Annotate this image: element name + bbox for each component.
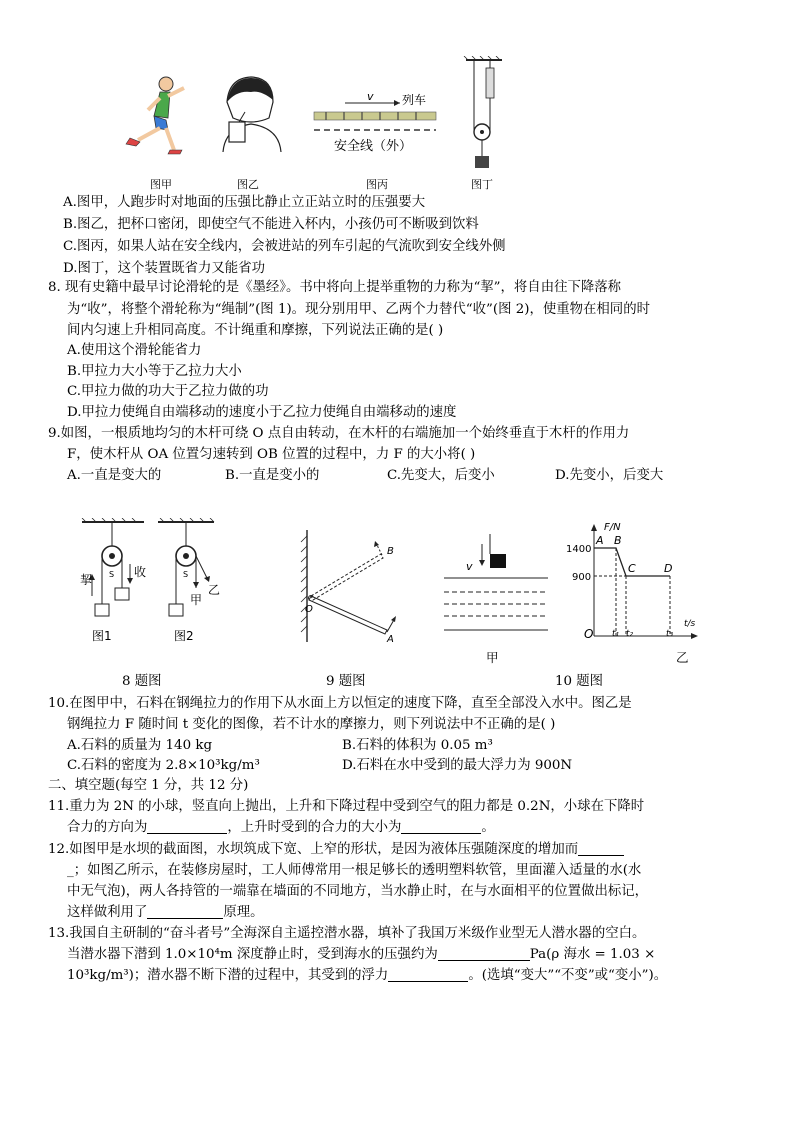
q10-option-d: D.石料在水中受到的最大浮力为 900N — [342, 758, 573, 773]
fig8-caption-1: 图1 — [92, 629, 112, 643]
q8-stem-line2: 为“收”，将整个滑轮称为“绳制”(图 1)。现分别用甲、乙两个力替代“收”(图 2)，使重物在相同的时 — [67, 302, 650, 317]
figure-child-drinking — [215, 72, 290, 154]
q10-option-c: C.石料的密度为 2.8×10³kg/m³ — [67, 758, 260, 773]
figure-9-lever — [295, 530, 410, 645]
q13-stem-line1: 13.我国自主研制的“奋斗者号”全海深自主遥控潜水器，填补了我国万米级作业型无人潜水器的空白。 — [48, 926, 646, 941]
q13-text-l2a: 当潜水器下潜到 1.0×10⁴m 深度静止时，受到海水的压强约为 — [67, 947, 438, 962]
fig10-t1: t₁ — [612, 629, 620, 639]
fig8-jia-label: 甲 — [190, 593, 203, 607]
q12-blank-1[interactable] — [578, 841, 624, 856]
fig10-point-b: B — [614, 534, 622, 547]
fig10-origin: O — [584, 627, 594, 641]
fig10-point-c: C — [628, 562, 636, 575]
q8-stem-line1: 8. 现有史籍中最早讨论滑轮的是《墨经》。书中将向上提举重物的力称为“挈”，将自由往下降落称 — [48, 280, 622, 295]
fig10-t2: t₂ — [626, 629, 634, 639]
q13-blank-1[interactable] — [438, 946, 530, 961]
q7-option-d: D.图丁，这个装置既省力又能省功 — [63, 261, 265, 276]
fig9-o-label: O — [305, 604, 313, 615]
q12-text-l4a: 这样做利用了 — [67, 905, 148, 920]
q13-stem-line3 — [67, 966, 667, 986]
q9-option-d: D.先变小，后变大 — [555, 468, 664, 483]
figure-10-yi-graph — [560, 520, 700, 646]
q8-stem-line3: 间内匀速上升相同高度。不计绳重和摩擦，下列说法正确的是( ) — [67, 323, 444, 338]
train-velocity-label: v — [367, 90, 374, 103]
q7-option-c: C.图丙，如果人站在安全线内，会被进站的列车引起的气流吹到安全线外侧 — [63, 239, 506, 254]
figure-train-platform — [312, 88, 442, 160]
q12-stem-line4 — [67, 903, 264, 923]
q9-stem-line2: F，使木杆从 OA 位置匀速转到 OB 位置的过程中，力 F 的大小将( ) — [67, 447, 476, 462]
q12-stem-line2: _；如图乙所示，在装修房屋时，工人师傅常用一根足够长的透明塑料软管，里面灌入适量的水(水 — [67, 863, 642, 878]
q12-text-l4b: 原理。 — [223, 905, 264, 920]
fig9-b-label: B — [387, 546, 394, 557]
q11-stem-line2 — [67, 818, 495, 838]
q10-stem-line1: 10.在图甲中，石料在钢绳拉力的作用下从水面上方以恒定的速度下降，直至全部没入水中。图乙是 — [48, 696, 632, 711]
figure-caption-yi: 图乙 — [237, 178, 259, 191]
section-2-heading: 二、填空题(每空 1 分，共 12 分) — [48, 778, 249, 793]
train-label: 列车 — [402, 93, 427, 107]
safety-line-label: 安全线（外） — [334, 139, 413, 154]
fig8-s-label-1: S — [109, 570, 115, 579]
q10-stem-line2: 钢绳拉力 F 随时间 t 变化的图像，若不计水的摩擦力，则下列说法中不正确的是( ) — [67, 717, 556, 732]
q13-text-l3b: 。(选填“变大”“不变”或“变小”)。 — [468, 968, 668, 983]
fig10-jia-caption: 甲 — [486, 650, 499, 665]
q13-stem-line2 — [67, 945, 655, 965]
q9-option-a: A.一直是变大的 — [67, 468, 162, 483]
fig10-yi-caption: 乙 — [676, 650, 689, 665]
q9-option-b: B.一直是变小的 — [225, 468, 320, 483]
figure-caption-bing: 图丙 — [366, 178, 388, 191]
q11-text-a: 合力的方向为 — [67, 820, 148, 835]
q13-blank-2[interactable] — [388, 967, 468, 982]
fig8-caption-2: 图2 — [174, 629, 194, 643]
q13-text-l2b: Pa(ρ 海水 = 1.03 × — [529, 947, 656, 962]
q7-option-a: A.图甲，人跑步时对地面的压强比静止立正站立时的压强要大 — [63, 195, 426, 210]
q12-blank-2[interactable] — [147, 904, 223, 919]
figure-pulley-device — [458, 56, 508, 174]
fig9-caption: 9 题图 — [326, 674, 366, 689]
q8-option-d: D.甲拉力使绳自由端移动的速度小于乙拉力使绳自由端移动的速度 — [67, 405, 457, 420]
q9-stem-line1: 9.如图，一根质地均匀的木杆可绕 O 点自由转动，在木杆的右端施加一个始终垂直于木杆的作用力 — [48, 426, 630, 441]
fig8-yi-label: 乙 — [208, 583, 221, 597]
fig9-a-label: A — [387, 634, 394, 645]
q12-stem-line1 — [48, 840, 624, 860]
q11-blank-2[interactable] — [401, 819, 481, 834]
figure-caption-jia: 图甲 — [150, 178, 172, 191]
fig10-ts-label: t/s — [684, 619, 696, 629]
q9-option-c: C.先变大，后变小 — [387, 468, 495, 483]
fig8-caption: 8 题图 — [122, 674, 162, 689]
fig10-caption: 10 题图 — [555, 674, 604, 689]
fig10-point-d: D — [664, 562, 673, 575]
figure-10-jia — [444, 534, 554, 644]
q11-text-c: 。 — [481, 820, 495, 835]
fig8-s-label-2: S — [183, 570, 189, 579]
figure-running-man — [108, 70, 198, 155]
q8-option-a: A.使用这个滑轮能省力 — [67, 343, 202, 358]
fig10-v-label: v — [466, 560, 473, 573]
figure-caption-ding: 图丁 — [471, 178, 493, 191]
q13-text-l3a: 10³kg/m³)；潜水器不断下潜的过程中，其受到的浮力 — [67, 968, 389, 983]
q11-text-b: ，上升时受到的合力的大小为 — [227, 820, 402, 835]
q10-option-b: B.石料的体积为 0.05 m³ — [342, 738, 493, 753]
fig10-fn-label: F/N — [604, 522, 621, 533]
q11-stem-line1: 11.重力为 2N 的小球，竖直向上抛出，上升和下降过程中受到空气的阻力都是 0.2N，小球在下降时 — [48, 799, 645, 814]
q8-option-c: C.甲拉力做的功大于乙拉力做的功 — [67, 384, 269, 399]
fig8-qie-label: 挈 — [80, 573, 93, 587]
fig10-t3: t₃ — [666, 629, 674, 639]
q7-option-b: B.图乙，把杯口密闭，即使空气不能进入杯内，小孩仍可不断吸到饮料 — [63, 217, 479, 232]
q11-blank-1[interactable] — [147, 819, 227, 834]
fig10-1400-label: 1400 — [566, 544, 592, 555]
figure-8-pulleys — [78, 518, 228, 648]
fig8-shou-label: 收 — [134, 565, 147, 579]
fig10-point-a: A — [596, 534, 604, 547]
q12-text-l1: 12.如图甲是水坝的截面图，水坝筑成下宽、上窄的形状，是因为液体压强随深度的增加而 — [48, 842, 579, 857]
q10-option-a: A.石料的质量为 140 kg — [67, 738, 213, 753]
fig10-900-label: 900 — [572, 572, 592, 583]
q8-option-b: B.甲拉力大小等于乙拉力大小 — [67, 364, 242, 379]
q12-stem-line3: 中无气泡)，两人各持管的一端靠在墙面的不同地方，当水静止时，在与水面相平的位置做出标记， — [67, 884, 649, 899]
